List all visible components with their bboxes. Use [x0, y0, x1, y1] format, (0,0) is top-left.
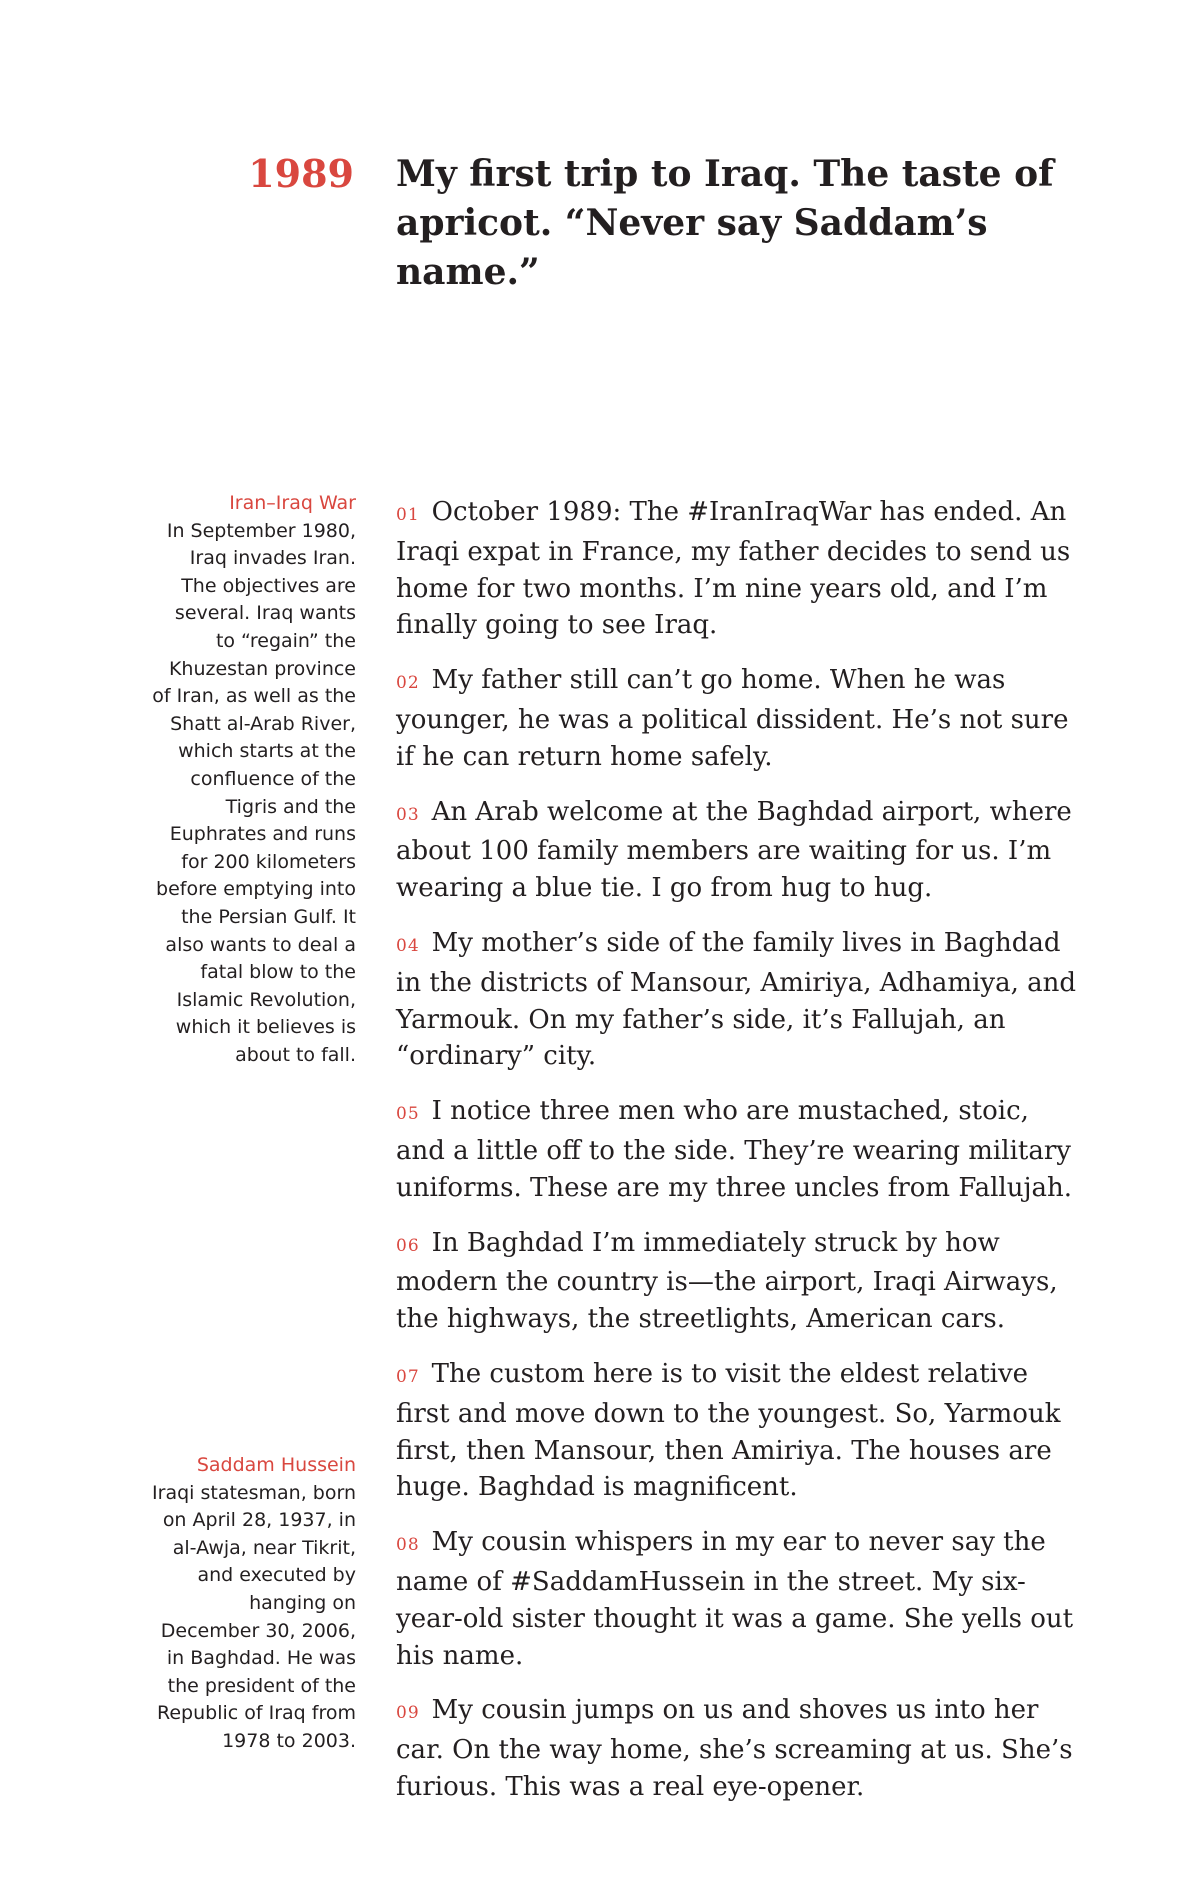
sidenote-body: In September 1980, Iraq invades Iran. The objectives are several. Iraq wants to “regain” the Khuzestan province of Iran, as well as the Shatt al-Arab River, which starts at the confluence of the Tigris and the Euphrates and runs for 200 kilometers before emptying into the Persian Gulf. It also wants to deal a fatal blow to the Islamic Revolution, which it believes is about to fall.: [152, 519, 356, 1066]
paragraph-text: October 1989: The #IranIraqWar has ended. An Iraqi expat in France, my father decides to send us home for two months. I’m nine years old, and I’m finally going to see Iraq.: [396, 497, 1071, 641]
paragraph-text: I notice three men who are mustached, stoic, and a little off to the side. They’re wearing military uniforms. These are my three uncles from Fallujah.: [396, 1096, 1073, 1203]
sidenote-saddam-hussein: [150, 1452, 356, 1756]
paragraph-09: [396, 1692, 1086, 1805]
paragraph-number: 03: [396, 804, 420, 825]
paragraph-text: My mother’s side of the family lives in Baghdad in the districts of Mansour, Amiriya, Adhamiya, and Yarmouk. On my father’s side, it’s Fallujah, an “ordinary” city.: [396, 927, 1076, 1072]
paragraph-number: 08: [396, 1535, 420, 1556]
paragraph-06: [396, 1225, 1086, 1338]
chapter-headline: My first trip to Iraq. The taste of apricot. “Never say Saddam’s name.”: [396, 153, 1054, 293]
paragraph-number: 05: [396, 1104, 420, 1125]
sidenote-title: Saddam Hussein: [196, 1454, 356, 1476]
sidenote-title: Iran–Iraq War: [229, 492, 356, 514]
paragraph-text: My cousin jumps on us and shoves us into her car. On the way home, she’s screaming at us. She’s furious. This was a real eye-opener.: [396, 1695, 1073, 1802]
paragraph-text: In Baghdad I’m immediately struck by how modern the country is—the airport, Iraqi Airways, the highways, the streetlights, American cars.: [396, 1227, 1058, 1335]
paragraph-02: [396, 662, 1086, 775]
paragraph-text: My father still can’t go home. When he was younger, he was a political dissident. He’s not sure if he can return home safely.: [396, 665, 1069, 772]
paragraph-04: [396, 925, 1086, 1075]
paragraph-05: [396, 1093, 1086, 1206]
paragraph-number: 02: [396, 673, 420, 694]
paragraph-number: 09: [396, 1703, 420, 1724]
paragraph-number: 07: [396, 1366, 420, 1387]
paragraph-07: [396, 1356, 1086, 1506]
paragraph-number: 06: [396, 1235, 420, 1256]
paragraph-text: My cousin whispers in my ear to never say the name of #SaddamHussein in the street. My six-year-old sister thought it was a game. She yells out his name.: [396, 1527, 1074, 1671]
chapter-year: 1989: [248, 151, 354, 196]
sidenote-body: Iraqi statesman, born on April 28, 1937, in al-Awja, near Tikrit, and executed by hanging on December 30, 2006, in Baghdad. He was the president of the Republic of Iraq from 1978 to 2003.: [152, 1481, 356, 1752]
paragraph-03: [396, 794, 1086, 907]
paragraph-08: [396, 1524, 1086, 1674]
paragraph-01: [396, 494, 1086, 644]
paragraph-number: 04: [396, 935, 420, 956]
paragraph-text: The custom here is to visit the eldest relative first and move down to the youngest. So, Yarmouk first, then Mansour, then Amiriya. The houses are huge. Baghdad is magnificent.: [396, 1358, 1061, 1503]
sidenote-iran-iraq-war: [150, 490, 356, 1069]
main-text: [396, 494, 1086, 1824]
paragraph-number: 01: [396, 505, 420, 525]
paragraph-text: An Arab welcome at the Baghdad airport, where about 100 family members are waiting for us. I’m wearing a blue tie. I go from hug to hug.: [396, 796, 1072, 904]
